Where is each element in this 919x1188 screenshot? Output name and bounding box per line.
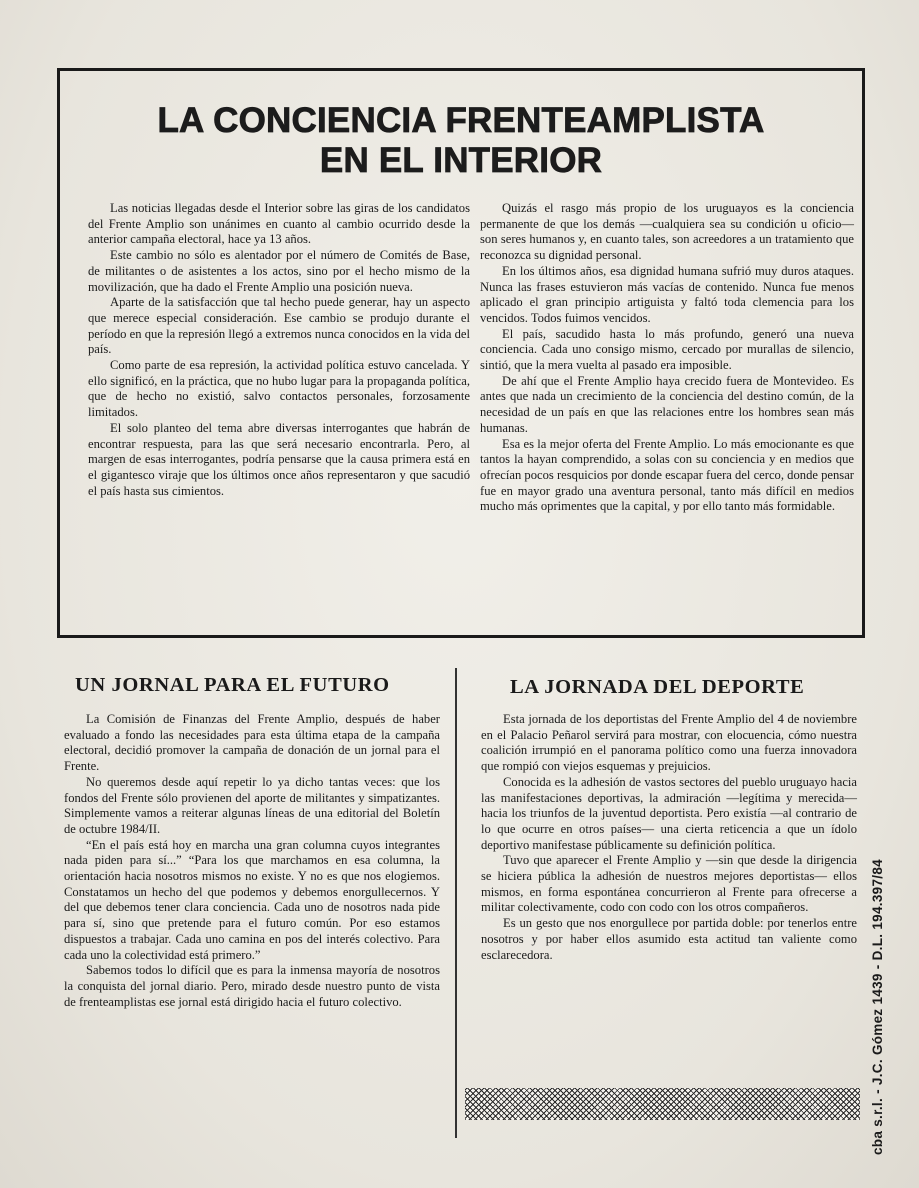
- deporte-article-title: LA JORNADA DEL DEPORTE: [510, 676, 805, 698]
- hatched-decorative-bar: [465, 1088, 860, 1120]
- jornal-article-title: UN JORNAL PARA EL FUTURO: [75, 674, 390, 696]
- paragraph: Esta jornada de los deportistas del Frente Amplio del 4 de noviembre en el Palacio Peñarol servirá para mostrar, con elocuencia, cómo nuestra coalición irrumpió en el panorama político como una fuerza innovadora que rompió con viejos esquemas y prejuicios.: [481, 712, 857, 774]
- paragraph: Quizás el rasgo más propio de los uruguayos es la conciencia permanente de que los demás —cualquiera sea su condición u oficio— son seres humanos y, en cuanto tales, son acreedores a un tratamiento que reconozca su dignidad personal.: [480, 201, 854, 263]
- main-article-box: [57, 68, 865, 638]
- paragraph: “En el país está hoy en marcha una gran columna cuyos integrantes nada piden para sí...” “Para los que marchamos en esa columna, la orientación hacia nosotros mismos no existe. Y no es que nos elogiemos. Constatamos un hecho del que podemos y debemos enorgullecernos. Y del que debemos tener clara conciencia. Cada uno de nosotros nada pide para sí, sino que pretende para el futuro común. Por eso estamos dispuestos a trabajar. Cada uno camina en pos del interés colectivo. Para cada uno la colectividad está primero.”: [64, 837, 440, 962]
- paragraph: El solo planteo del tema abre diversas interrogantes que habrán de encontrar respuesta, para las que será necesario encontrarla. Pero, al margen de esas interrogantes, podría pensarse que la causa primera está en el gigantesco viraje que los últimos once años representaron y que sacudió el país hasta sus cimientos.: [88, 420, 470, 498]
- paragraph: Es un gesto que nos enorgullece por partida doble: por tenerlos entre nosotros y por haber ellos asumido esta actitud tan valiente como esclarecedora.: [481, 916, 857, 962]
- deporte-article-body: [481, 712, 857, 963]
- main-article-right-column: [480, 201, 854, 515]
- column-divider: [455, 668, 457, 1138]
- paragraph: Aparte de la satisfacción que tal hecho puede generar, hay un aspecto que merece especial consideración. Ese cambio se produjo durante el período en que la represión llegó a extremos nunca conocidos en la vida del país.: [88, 295, 470, 357]
- paragraph: El país, sacudido hasta lo más profundo, generó una nueva conciencia. Cada uno consigo mismo, cercado por murallas de silencio, sintió, que la mera vuelta al pasado era imposible.: [480, 326, 854, 373]
- main-article-headline: [60, 101, 862, 181]
- paragraph: Esa es la mejor oferta del Frente Amplio. Lo más emocionante es que tantos la hayan comprendido, a solas con su conciencia y en medios que ofrecían pocos resquicios por donde escapar fuera del cerco, donde pensar fue en mayor grado una aventura personal, tanto más difícil en medios mucho más oprimentes que la capital, y por ello tanto más formidable.: [480, 436, 854, 514]
- paragraph: Tuvo que aparecer el Frente Amplio y —sin que desde la dirigencia se hiciera pública la adhesión de nuestros mejores deportistas— ellos mismos, en forma espontánea concurrieron al Frente para ofrecerse a militar colectivamente, codo con codo con los otros compañeros.: [481, 853, 857, 915]
- paragraph: Conocida es la adhesión de vastos sectores del pueblo uruguayo hacia las manifestaciones deportivas, la admiración —legítima y merecida— hacia los triunfos de la juventud deportista. Pero existía —al contrario de lo que ocurre en otros países— una cierta reticencia a que un ídolo deportivo manifestase públicamente su definición política.: [481, 774, 857, 852]
- paragraph: De ahí que el Frente Amplio haya crecido fuera de Montevideo. Es antes que nada un crecimiento de la conciencia del destino común, de la necesidad de un país en que las relaciones entre los hombres sean más humanas.: [480, 373, 854, 435]
- paragraph: La Comisión de Finanzas del Frente Amplio, después de haber evaluado a fondo las necesidades para esta última etapa de la campaña electoral, decidió promover la campaña de donación de un jornal para el Frente.: [64, 712, 440, 774]
- paragraph: Las noticias llegadas desde el Interior sobre las giras de los candidatos del Frente Amplio son unánimes en cuanto al cambio ocurrido desde la anterior campaña electoral, hace ya 13 años.: [88, 201, 470, 247]
- main-article-left-column: [88, 201, 470, 499]
- headline-line-1: LA CONCIENCIA FRENTEAMPLISTA: [157, 101, 765, 140]
- paragraph: Este cambio no sólo es alentador por el número de Comités de Base, de militantes o de asistentes a los actos, sino por el hecho mismo de la movilización, que ha dado el Frente Amplio una posición nueva.: [88, 248, 470, 294]
- paragraph: Sabemos todos lo difícil que es para la inmensa mayoría de nosotros la conquista del jornal diario. Pero, mirado desde nuestro punto de vista de frenteamplistas ese jornal está dirigido hacia el futuro colectivo.: [64, 963, 440, 1009]
- paragraph: En los últimos años, esa dignidad humana sufrió muy duros ataques. Nunca las frases estuvieron más vacías de contenido. Nunca fue menos aplicado el gran principio artiguista y faltó toda clemencia para los vencidos. Todos fuimos vencidos.: [480, 263, 854, 325]
- headline-line-2: EN EL INTERIOR: [319, 141, 603, 180]
- paragraph: No queremos desde aquí repetir lo ya dicho tantas veces: que los fondos del Frente sólo provienen del aporte de militantes y simpatizantes. Simplemente vamos a reiterar algunas líneas de una editorial del Boletín de octubre 1984/II.: [64, 774, 440, 836]
- jornal-article-body: [64, 712, 440, 1010]
- printer-imprint: cba s.r.l. - J.C. Gómez 1439 - D.L. 194.397/84: [870, 859, 885, 1155]
- paragraph: Como parte de esa represión, la actividad política estuvo cancelada. Y ello significó, en la práctica, que no hubo lugar para la propaganda política, que de hecho no existió, salvo contactos personales, forzosamente limitados.: [88, 358, 470, 420]
